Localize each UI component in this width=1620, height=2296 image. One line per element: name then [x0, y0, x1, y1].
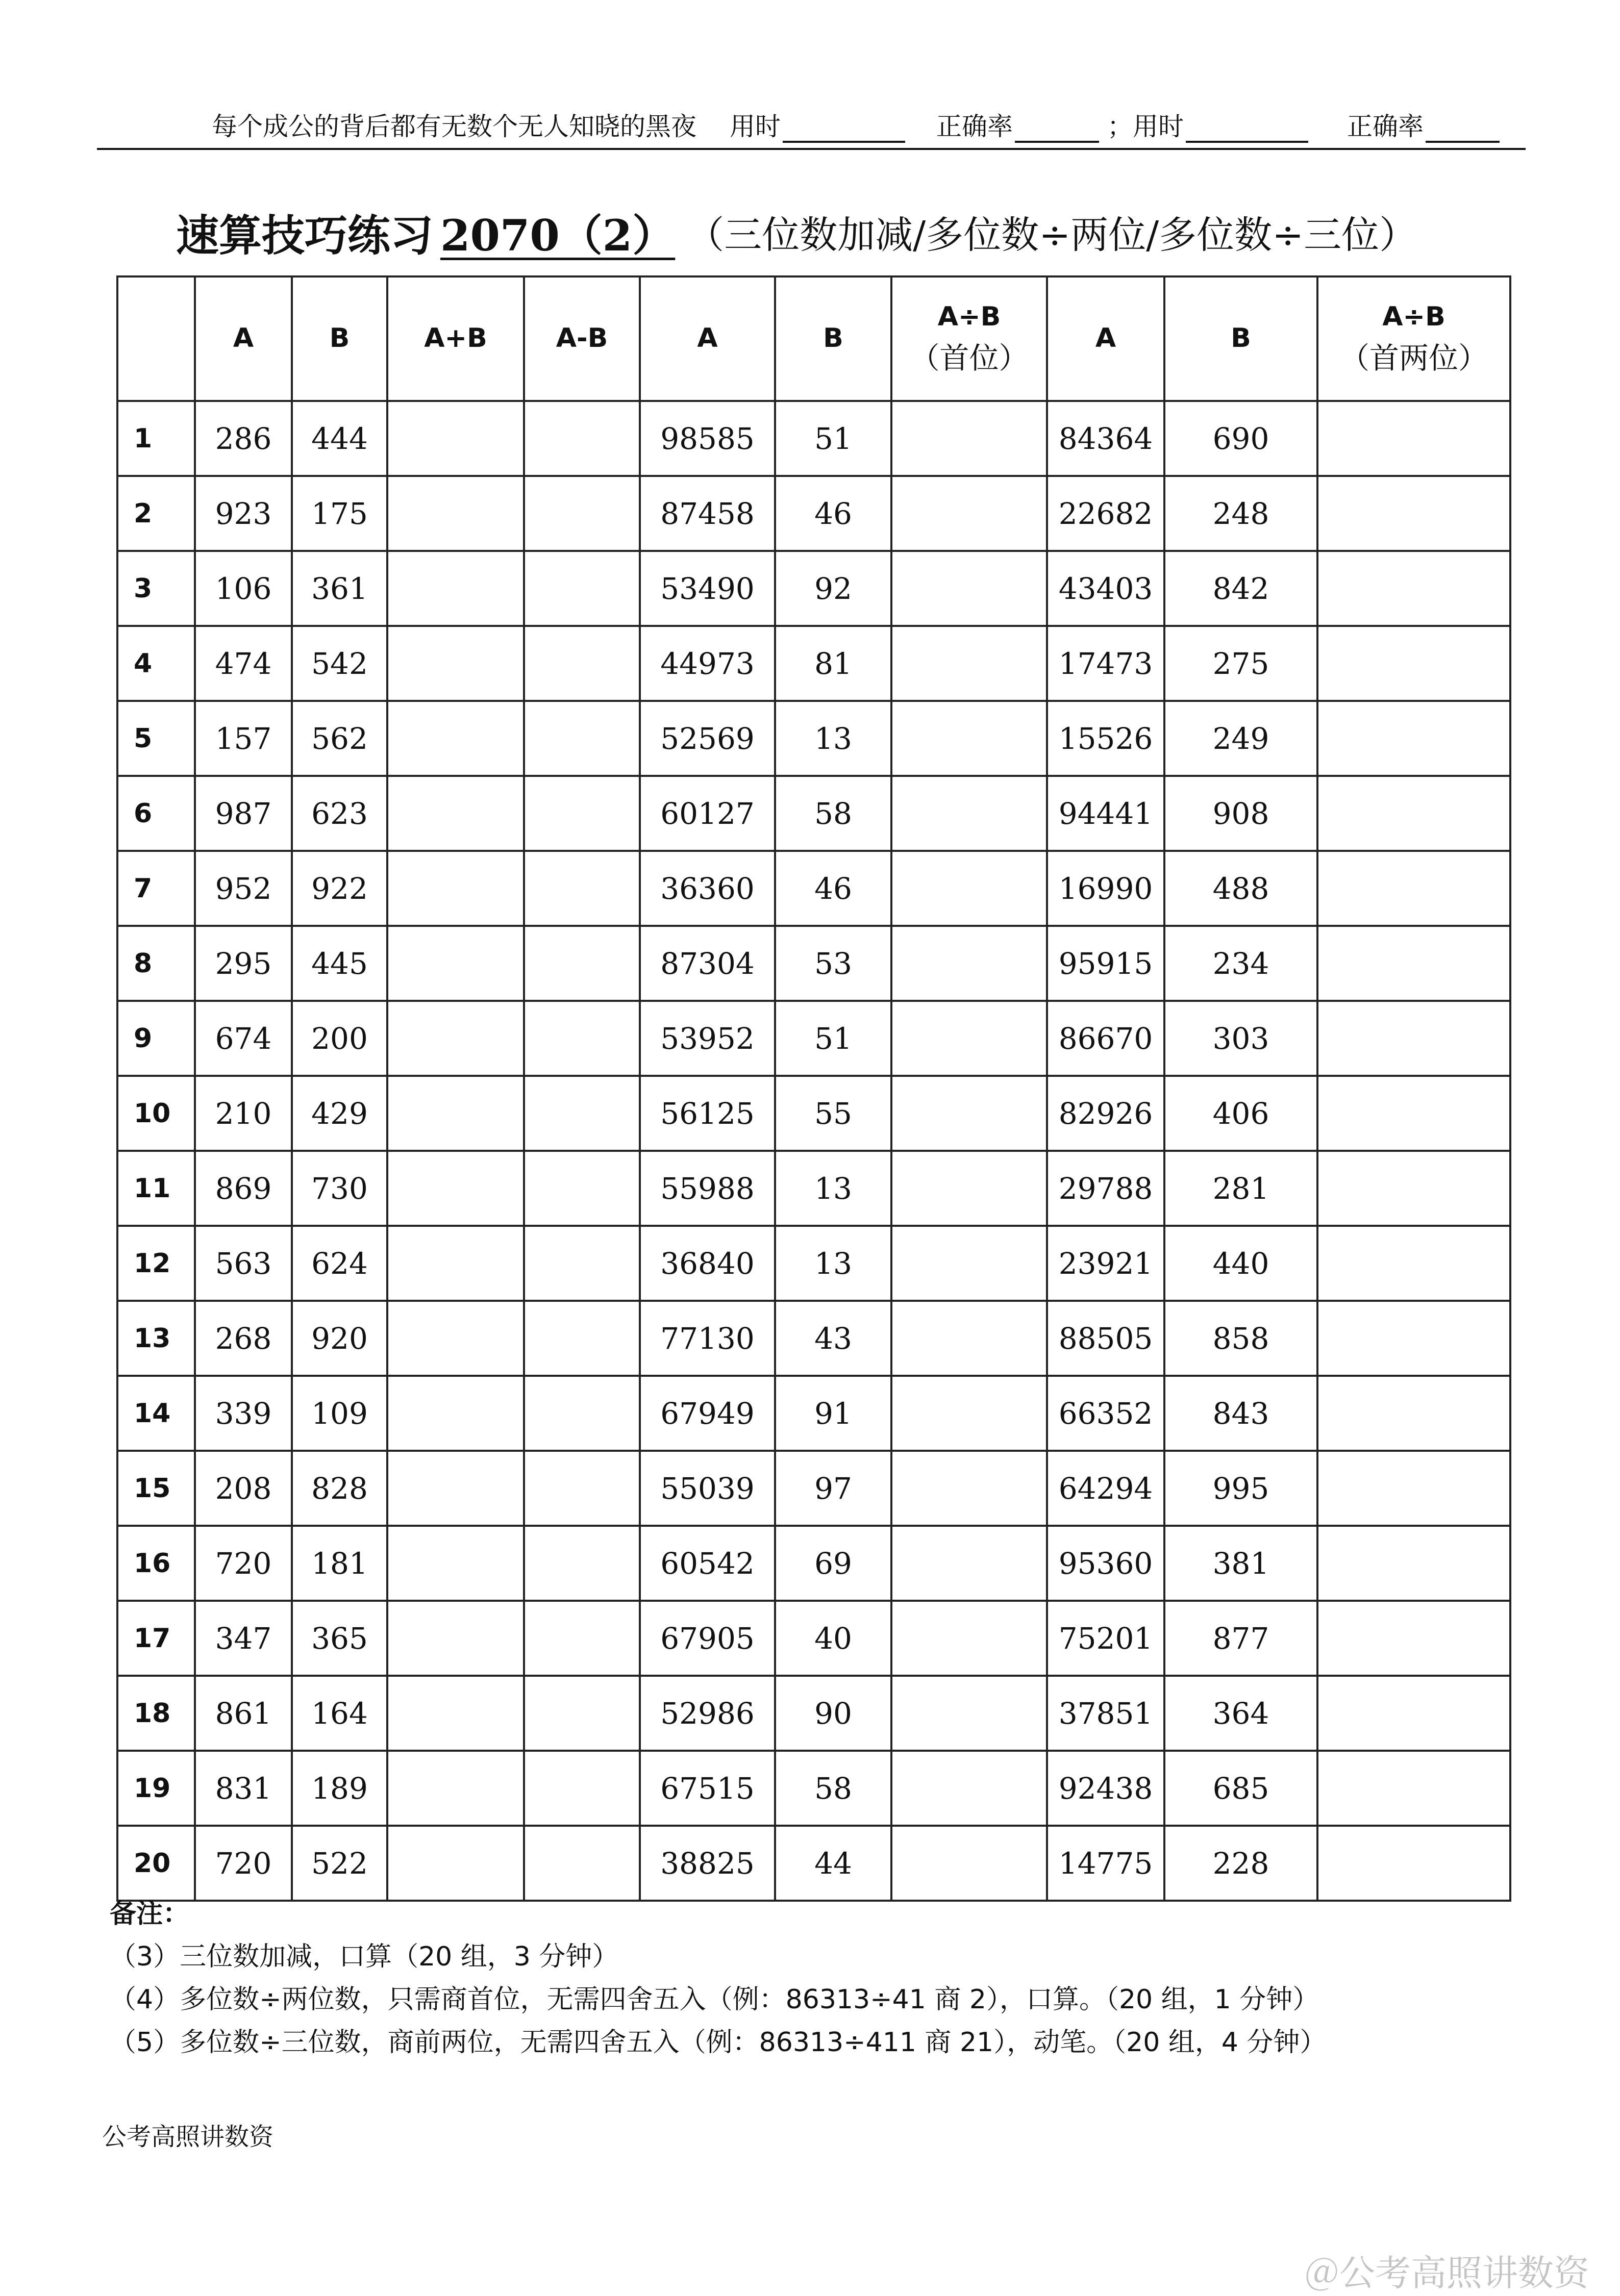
row-index: 6 — [117, 776, 195, 851]
answer-sum[interactable] — [387, 1376, 524, 1451]
cell-b2: 46 — [775, 851, 891, 926]
answer-diff[interactable] — [524, 476, 640, 551]
table-row — [117, 1601, 1510, 1676]
cell-b1: 730 — [292, 1151, 387, 1226]
cell-b3: 364 — [1164, 1676, 1317, 1751]
cell-a1: 831 — [195, 1751, 292, 1826]
cell-a3: 66352 — [1047, 1376, 1164, 1451]
cell-a1: 987 — [195, 776, 292, 851]
answer-div2[interactable] — [1317, 776, 1510, 851]
answer-div2[interactable] — [1317, 626, 1510, 701]
col-header-a3: A — [1047, 276, 1164, 401]
notes-section — [110, 1893, 1538, 2064]
cell-b1: 365 — [292, 1601, 387, 1676]
title-subtitle: （三位数加减/多位数÷两位/多位数÷三位） — [686, 213, 1417, 257]
cell-a2: 60127 — [640, 776, 775, 851]
row-index: 7 — [117, 851, 195, 926]
cell-a3: 92438 — [1047, 1751, 1164, 1826]
cell-b3: 877 — [1164, 1601, 1317, 1676]
answer-diff[interactable] — [524, 701, 640, 776]
answer-div1[interactable] — [891, 1151, 1047, 1226]
table-row — [117, 1151, 1510, 1226]
cell-a3: 82926 — [1047, 1076, 1164, 1151]
table-row — [117, 1826, 1510, 1901]
answer-diff[interactable] — [524, 1526, 640, 1601]
cell-b3: 303 — [1164, 1001, 1317, 1076]
cell-a2: 55988 — [640, 1151, 775, 1226]
answer-div1[interactable] — [891, 476, 1047, 551]
cell-a1: 861 — [195, 1676, 292, 1751]
row-index: 12 — [117, 1226, 195, 1301]
col-header-diff: A-B — [524, 276, 640, 401]
motto: 每个成公的背后都有无数个无人知晓的黑夜 — [212, 112, 696, 141]
row-index: 11 — [117, 1151, 195, 1226]
cell-b2: 40 — [775, 1601, 891, 1676]
cell-b3: 281 — [1164, 1151, 1317, 1226]
answer-diff[interactable] — [524, 401, 640, 476]
answer-div2[interactable] — [1317, 1526, 1510, 1601]
col-header-div1 — [891, 276, 1047, 401]
cell-b1: 522 — [292, 1826, 387, 1901]
cell-b2: 46 — [775, 476, 891, 551]
time-blank-2[interactable] — [1186, 120, 1308, 143]
answer-div1[interactable] — [891, 1826, 1047, 1901]
time-label-1: 用时 — [730, 112, 781, 141]
cell-a3: 95915 — [1047, 926, 1164, 1001]
answer-div1[interactable] — [891, 1676, 1047, 1751]
cell-b3: 381 — [1164, 1526, 1317, 1601]
answer-sum[interactable] — [387, 1526, 524, 1601]
cell-b2: 51 — [775, 1001, 891, 1076]
cell-a3: 86670 — [1047, 1001, 1164, 1076]
table-row — [117, 701, 1510, 776]
cell-a2: 56125 — [640, 1076, 775, 1151]
cell-b2: 44 — [775, 1826, 891, 1901]
row-index: 17 — [117, 1601, 195, 1676]
answer-div1[interactable] — [891, 926, 1047, 1001]
accuracy-label-2: 正确率 — [1347, 112, 1424, 141]
notes-label: 备注： — [110, 1899, 190, 1929]
col-header-a1: A — [195, 276, 292, 401]
cell-b2: 90 — [775, 1676, 891, 1751]
accuracy-field-1[interactable] — [936, 106, 1099, 143]
row-index: 3 — [117, 551, 195, 626]
cell-a3: 43403 — [1047, 551, 1164, 626]
cell-a3: 17473 — [1047, 626, 1164, 701]
separator: ； — [1107, 112, 1133, 141]
cell-a3: 75201 — [1047, 1601, 1164, 1676]
answer-div2[interactable] — [1317, 401, 1510, 476]
answer-sum[interactable] — [387, 1826, 524, 1901]
cell-b1: 828 — [292, 1451, 387, 1526]
answer-sum[interactable] — [387, 1151, 524, 1226]
table-row — [117, 1226, 1510, 1301]
cell-b2: 58 — [775, 776, 891, 851]
cell-b3: 488 — [1164, 851, 1317, 926]
row-index: 1 — [117, 401, 195, 476]
answer-div1[interactable] — [891, 1526, 1047, 1601]
answer-sum[interactable] — [387, 1751, 524, 1826]
col-header-index — [117, 276, 195, 401]
cell-a3: 22682 — [1047, 476, 1164, 551]
table-row — [117, 1001, 1510, 1076]
answer-div2[interactable] — [1317, 476, 1510, 551]
table-row — [117, 551, 1510, 626]
cell-b1: 920 — [292, 1301, 387, 1376]
answer-div2[interactable] — [1317, 1451, 1510, 1526]
answer-div1[interactable] — [891, 626, 1047, 701]
answer-div2[interactable] — [1317, 1751, 1510, 1826]
answer-div2[interactable] — [1317, 851, 1510, 926]
cell-b3: 275 — [1164, 626, 1317, 701]
col-header-a2: A — [640, 276, 775, 401]
answer-div2[interactable] — [1317, 1376, 1510, 1451]
note-line: （3）三位数加减，口算（20 组，3 分钟） — [110, 1941, 619, 1972]
answer-diff[interactable] — [524, 1826, 640, 1901]
cell-b2: 53 — [775, 926, 891, 1001]
cell-b3: 690 — [1164, 401, 1317, 476]
answer-sum[interactable] — [387, 776, 524, 851]
cell-b3: 843 — [1164, 1376, 1317, 1451]
cell-a1: 347 — [195, 1601, 292, 1676]
practice-table — [116, 275, 1511, 1902]
cell-a1: 923 — [195, 476, 292, 551]
answer-sum[interactable] — [387, 1001, 524, 1076]
answer-diff[interactable] — [524, 1151, 640, 1226]
answer-diff[interactable] — [524, 626, 640, 701]
answer-div1[interactable] — [891, 701, 1047, 776]
cell-b1: 444 — [292, 401, 387, 476]
table-row — [117, 626, 1510, 701]
row-index: 9 — [117, 1001, 195, 1076]
answer-div2[interactable] — [1317, 1301, 1510, 1376]
answer-diff[interactable] — [524, 1676, 640, 1751]
cell-b2: 51 — [775, 401, 891, 476]
cell-b2: 43 — [775, 1301, 891, 1376]
cell-b2: 13 — [775, 701, 891, 776]
col-header-b3: B — [1164, 276, 1317, 401]
page-header — [97, 113, 1526, 150]
answer-div1[interactable] — [891, 1451, 1047, 1526]
answer-sum[interactable] — [387, 1451, 524, 1526]
table-row — [117, 1676, 1510, 1751]
cell-a3: 15526 — [1047, 701, 1164, 776]
answer-diff[interactable] — [524, 551, 640, 626]
answer-diff[interactable] — [524, 851, 640, 926]
cell-b3: 685 — [1164, 1751, 1317, 1826]
cell-a2: 87458 — [640, 476, 775, 551]
cell-a2: 77130 — [640, 1301, 775, 1376]
answer-div2[interactable] — [1317, 1601, 1510, 1676]
cell-a1: 674 — [195, 1001, 292, 1076]
cell-b1: 164 — [292, 1676, 387, 1751]
cell-b1: 175 — [292, 476, 387, 551]
cell-a2: 60542 — [640, 1526, 775, 1601]
answer-sum[interactable] — [387, 926, 524, 1001]
cell-b3: 228 — [1164, 1826, 1317, 1901]
title-code: 2070（2） — [440, 210, 676, 261]
cell-a1: 268 — [195, 1301, 292, 1376]
cell-a2: 36840 — [640, 1226, 775, 1301]
answer-div1[interactable] — [891, 776, 1047, 851]
cell-b1: 624 — [292, 1226, 387, 1301]
answer-div2[interactable] — [1317, 551, 1510, 626]
cell-a1: 295 — [195, 926, 292, 1001]
cell-a2: 44973 — [640, 626, 775, 701]
answer-sum[interactable] — [387, 1076, 524, 1151]
row-index: 2 — [117, 476, 195, 551]
answer-diff[interactable] — [524, 1376, 640, 1451]
answer-div1[interactable] — [891, 1301, 1047, 1376]
cell-b1: 181 — [292, 1526, 387, 1601]
table-row — [117, 1076, 1510, 1151]
cell-b3: 406 — [1164, 1076, 1317, 1151]
answer-div1[interactable] — [891, 1601, 1047, 1676]
row-index: 20 — [117, 1826, 195, 1901]
table-row — [117, 1376, 1510, 1451]
cell-a3: 29788 — [1047, 1151, 1164, 1226]
cell-a3: 14775 — [1047, 1826, 1164, 1901]
cell-a1: 474 — [195, 626, 292, 701]
answer-diff[interactable] — [524, 1001, 640, 1076]
answer-div1[interactable] — [891, 551, 1047, 626]
row-index: 8 — [117, 926, 195, 1001]
cell-b1: 189 — [292, 1751, 387, 1826]
row-index: 19 — [117, 1751, 195, 1826]
cell-b3: 908 — [1164, 776, 1317, 851]
time-blank-1[interactable] — [783, 120, 905, 143]
table-row — [117, 476, 1510, 551]
answer-sum[interactable] — [387, 1226, 524, 1301]
answer-sum[interactable] — [387, 401, 524, 476]
cell-b2: 91 — [775, 1376, 891, 1451]
cell-a2: 53952 — [640, 1001, 775, 1076]
cell-a2: 52569 — [640, 701, 775, 776]
answer-div1[interactable] — [891, 1076, 1047, 1151]
row-index: 13 — [117, 1301, 195, 1376]
cell-a1: 952 — [195, 851, 292, 926]
cell-a2: 67905 — [640, 1601, 775, 1676]
row-index: 10 — [117, 1076, 195, 1151]
cell-a2: 67949 — [640, 1376, 775, 1451]
row-index: 4 — [117, 626, 195, 701]
row-index: 15 — [117, 1451, 195, 1526]
cell-b3: 249 — [1164, 701, 1317, 776]
cell-b3: 858 — [1164, 1301, 1317, 1376]
answer-div1[interactable] — [891, 1751, 1047, 1826]
cell-a1: 210 — [195, 1076, 292, 1151]
cell-a3: 16990 — [1047, 851, 1164, 926]
answer-diff[interactable] — [524, 776, 640, 851]
cell-b2: 97 — [775, 1451, 891, 1526]
cell-b2: 69 — [775, 1526, 891, 1601]
cell-a1: 157 — [195, 701, 292, 776]
cell-b1: 445 — [292, 926, 387, 1001]
table-row — [117, 1451, 1510, 1526]
watermark: ＠公考高照讲数资 — [1304, 2252, 1589, 2294]
cell-b3: 995 — [1164, 1451, 1317, 1526]
cell-a3: 84364 — [1047, 401, 1164, 476]
cell-a1: 869 — [195, 1151, 292, 1226]
cell-b3: 234 — [1164, 926, 1317, 1001]
cell-a2: 38825 — [640, 1826, 775, 1901]
answer-sum[interactable] — [387, 1301, 524, 1376]
row-index: 14 — [117, 1376, 195, 1451]
cell-a1: 720 — [195, 1826, 292, 1901]
cell-a1: 720 — [195, 1526, 292, 1601]
cell-b2: 81 — [775, 626, 891, 701]
table-header-row — [117, 276, 1510, 401]
title-main: 速算技巧练习 — [176, 210, 434, 261]
cell-a1: 106 — [195, 551, 292, 626]
cell-a2: 36360 — [640, 851, 775, 926]
answer-diff[interactable] — [524, 1301, 640, 1376]
row-index: 18 — [117, 1676, 195, 1751]
div2-note: （首两位） — [1339, 340, 1488, 375]
note-line: （5）多位数÷三位数，商前两位，无需四舍五入（例：86313÷411 商 21），动笔。（20 组，4 分钟） — [110, 2027, 1327, 2058]
accuracy-label-1: 正确率 — [936, 112, 1013, 141]
cell-a2: 55039 — [640, 1451, 775, 1526]
cell-a1: 286 — [195, 401, 292, 476]
table-row — [117, 851, 1510, 926]
answer-div2[interactable] — [1317, 1001, 1510, 1076]
answer-sum[interactable] — [387, 701, 524, 776]
cell-b1: 429 — [292, 1076, 387, 1151]
col-header-div2 — [1317, 276, 1510, 401]
cell-a2: 52986 — [640, 1676, 775, 1751]
cell-b2: 58 — [775, 1751, 891, 1826]
row-index: 5 — [117, 701, 195, 776]
cell-a3: 64294 — [1047, 1451, 1164, 1526]
answer-div1[interactable] — [891, 1226, 1047, 1301]
answer-sum[interactable] — [387, 1601, 524, 1676]
div1-note: （首位） — [910, 340, 1029, 375]
answer-div2[interactable] — [1317, 1151, 1510, 1226]
answer-div2[interactable] — [1317, 926, 1510, 1001]
answer-sum[interactable] — [387, 851, 524, 926]
answer-div1[interactable] — [891, 401, 1047, 476]
table-row — [117, 1751, 1510, 1826]
table-row — [117, 1301, 1510, 1376]
accuracy-blank-2[interactable] — [1426, 120, 1500, 143]
answer-div2[interactable] — [1317, 1076, 1510, 1151]
time-label-2: 用时 — [1133, 112, 1184, 141]
div1-label: A÷B — [937, 301, 1001, 333]
col-header-b1: B — [292, 276, 387, 401]
cell-b3: 842 — [1164, 551, 1317, 626]
cell-b1: 542 — [292, 626, 387, 701]
col-header-b2: B — [775, 276, 891, 401]
cell-b2: 13 — [775, 1226, 891, 1301]
table-row — [117, 401, 1510, 476]
cell-b1: 623 — [292, 776, 387, 851]
footer-credit: 公考高照讲数资 — [102, 2123, 274, 2151]
answer-sum[interactable] — [387, 476, 524, 551]
answer-div1[interactable] — [891, 1376, 1047, 1451]
row-index: 16 — [117, 1526, 195, 1601]
answer-diff[interactable] — [524, 1076, 640, 1151]
answer-sum[interactable] — [387, 626, 524, 701]
answer-div2[interactable] — [1317, 701, 1510, 776]
cell-b1: 922 — [292, 851, 387, 926]
page-title — [176, 201, 1554, 263]
cell-a2: 98585 — [640, 401, 775, 476]
table-row — [117, 926, 1510, 1001]
cell-a1: 563 — [195, 1226, 292, 1301]
answer-sum[interactable] — [387, 551, 524, 626]
answer-sum[interactable] — [387, 1676, 524, 1751]
cell-b1: 361 — [292, 551, 387, 626]
cell-a2: 87304 — [640, 926, 775, 1001]
cell-a3: 88505 — [1047, 1301, 1164, 1376]
col-header-sum: A+B — [387, 276, 524, 401]
div2-label: A÷B — [1382, 301, 1445, 333]
answer-diff[interactable] — [524, 1226, 640, 1301]
answer-diff[interactable] — [524, 1751, 640, 1826]
cell-a2: 67515 — [640, 1751, 775, 1826]
cell-a3: 37851 — [1047, 1676, 1164, 1751]
cell-a3: 23921 — [1047, 1226, 1164, 1301]
answer-diff[interactable] — [524, 1601, 640, 1676]
table-row — [117, 776, 1510, 851]
cell-b1: 109 — [292, 1376, 387, 1451]
cell-b2: 92 — [775, 551, 891, 626]
cell-a3: 94441 — [1047, 776, 1164, 851]
answer-div1[interactable] — [891, 851, 1047, 926]
cell-a3: 95360 — [1047, 1526, 1164, 1601]
cell-b2: 13 — [775, 1151, 891, 1226]
answer-div1[interactable] — [891, 1001, 1047, 1076]
note-line: （4）多位数÷两位数，只需商首位，无需四舍五入（例：86313÷41 商 2），口算。（20 组，1 分钟） — [110, 1984, 1319, 2015]
cell-a2: 53490 — [640, 551, 775, 626]
answer-diff[interactable] — [524, 926, 640, 1001]
accuracy-blank-1[interactable] — [1015, 120, 1099, 143]
table-row — [117, 1526, 1510, 1601]
answer-diff[interactable] — [524, 1451, 640, 1526]
time-field-2[interactable] — [1107, 106, 1308, 143]
accuracy-field-2[interactable] — [1347, 106, 1500, 143]
cell-b3: 440 — [1164, 1226, 1317, 1301]
time-field-1[interactable] — [730, 106, 905, 143]
answer-div2[interactable] — [1317, 1826, 1510, 1901]
cell-a1: 208 — [195, 1451, 292, 1526]
cell-a1: 339 — [195, 1376, 292, 1451]
cell-b1: 562 — [292, 701, 387, 776]
cell-b2: 55 — [775, 1076, 891, 1151]
cell-b1: 200 — [292, 1001, 387, 1076]
cell-b3: 248 — [1164, 476, 1317, 551]
answer-div2[interactable] — [1317, 1226, 1510, 1301]
answer-div2[interactable] — [1317, 1676, 1510, 1751]
